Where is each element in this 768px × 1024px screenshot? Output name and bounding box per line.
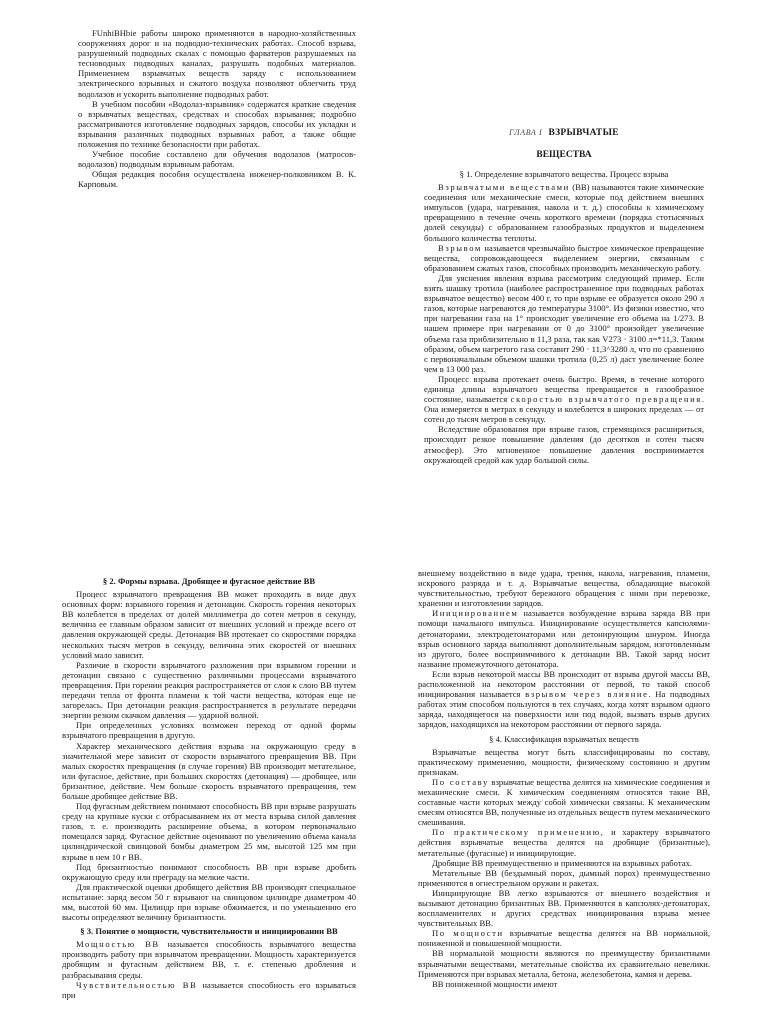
paragraph: ВВ пониженной мощности имеют [432, 978, 558, 989]
paragraph-text: Процесс взрыва протекает очень быстро. Время, в течение которого единица длины взрывчатого вещества превращается в газообразное состояние, называется [424, 373, 704, 405]
preface-paragraph: Общая редакция пособия осуществлена инженер-полковником В. К. Карповым. [78, 169, 356, 190]
paragraph [418, 669, 710, 730]
paragraph [418, 777, 710, 827]
paragraph [424, 182, 704, 243]
emphasis-term: Взрывчатыми веществами [438, 182, 570, 193]
paragraph [418, 827, 710, 857]
chapter-title-line-2: ВЕЩЕСТВА [536, 150, 592, 160]
emphasis-term: Инициированием [432, 608, 519, 619]
preface-text-block [78, 28, 356, 190]
section-heading: § 4. Классификация взрывчатых веществ [489, 733, 639, 744]
paragraph-text: и характеру взрывчатого действия взрывчатые вещества делятся на дробящие (бризантные), метательные (фугасные) и инициирующие. [418, 827, 710, 858]
paragraph: Под бризантностью понимают способность ВВ при взрыве дробить окружающую среду или преграду на мелкие части. [62, 861, 356, 882]
paragraph-text: называется чрезвычайно быстрое химическое превращение вещества, сопровождающееся выделением энергии, связанным с образованием сжатых газов, способных производить механическую работу. [424, 242, 704, 273]
emphasis-term: По составу [432, 776, 489, 787]
paragraph: При определенных условиях возможен переход от одной формы взрывчатого превращения в другую. [62, 720, 356, 741]
preface-paragraph: В учебном пособии «Водолаз-взрывник» содержатся краткие сведения о взрывчатых веществах, средствах и способах взрывания; подробно рассматриваются изготовление подводных зарядов, способы их укладки и взрывания различных подводных взрывных работ, а также общие положения по технике безопасности при работах. [78, 98, 356, 150]
paragraph-text: Если взрыв некоторой массы ВВ происходит от взрыва другой массы ВВ, расположенной на некотором расстоянии от первой, то такой способ инициирования называется [418, 668, 710, 700]
paragraph [424, 374, 704, 424]
section-heading: § 3. Понятие о мощности, чувствительности и инициировании ВВ [80, 926, 338, 937]
emphasis-term: Взрывом [438, 242, 482, 253]
section-heading: § 2. Формы взрыва. Дробящее и фугасное действие ВВ [102, 576, 316, 586]
chapter-1-page [424, 126, 704, 504]
paragraph: Взрывчатые вещества могут быть классифицированы по составу, практическому применению, мощности, физическому состоянию и другим признакам. [418, 746, 710, 777]
chapter-heading [424, 126, 704, 161]
emphasis-term: Чувствительностью ВВ [76, 979, 198, 990]
paragraph: Для уяснения явления взрыва рассмотрим следующий пример. Если взять шашку тротила (наиболее распространенное при подводных работах взрывчатое вещество) весом 400 г, то при взрыве ее образуется около 290 л газов, которые нагреваются до температуры 3100°. Из физики известно, что при нагревании газа на 1° происходит увеличение его объема на 1/273. В нашем примере при нагревании от 0 до 3100° произойдет увеличение объема газа приблизительно в 11,3 раза, так как V273 · 3100 л=*11,3. Таким образом, объем нагретого газа составит 290 · 11,3^3280 л, что по сравнению с первоначальным объемом шашки тротила (0,25 л) даст увеличение более чем в 13 000 раз. [424, 272, 704, 374]
paragraph: Различие в скорости взрывчатого разложения при взрывном горении и детонации связано с существенно различными процессами взрывчатого превращения. При горении реакция распространяется от слоя к слою ВВ путем передачи тепла от фронта пламени к той части вещества, которая еще не загорелась. При детонации реакция распространяется в результате передачи энергии резким скачком давления — ударной волной. [62, 659, 356, 721]
paragraph-text: называется возбуждение взрыва заряда ВВ при помощи начального импульса. Инициирование осуществляется капсюлями-детонаторами, электродетонаторами или детонирующим шнуром. Иногда взрыв основного заряда выполняют дополнительным зарядом, изготовленным из другого, более восприимчивого к детонации ВВ. Такой заряд носит название промежуточного детонатора. [418, 608, 710, 669]
paragraph [418, 608, 710, 669]
section-heading: § 1. Определение взрывчатого вещества. Процесс взрыва [459, 169, 669, 179]
paragraph: Дробящие ВВ преимущественно и применяются на взрывных работах. [432, 857, 692, 868]
paragraph-text: взрывчатые вещества делятся на ВВ нормальной, пониженной и повышенной мощности. [418, 928, 710, 949]
paragraph-text: (ВВ) называются такие химические соединения или механические смеси, которые под действием внешних импульсов (удара, нагревания, накола и т. д.) способны к химическому превращению в течение очень короткого времени (порядка стотысячных долей секунды) с образованием газообразных продуктов и выделением большого количества теплоты. [424, 182, 704, 243]
emphasis-term: взрывом через влияние [525, 689, 649, 700]
preface-paragraph: FUnhiBHbie работы широко применяются в народно-хозяйственных сооружениях дорог и на подводно-технических работах. Способ взрыва, разрушенный подводных скалах с помощью фарватеров разрушаемых на тесноводных подводных каналах, разрушать подобных материалов. Применением взрывчатых веществ заряду с использованием электрического взрывных и сжатого воздуха позволяют облегчить труд водолазов и ускорить выполнение подводных работ. [78, 28, 356, 99]
paragraph: Процесс взрывчатого превращения ВВ может проходить в виде двух основных форм: взрывного горения и детонации. Скорость горения некоторых ВВ колеблется в пределах от долей миллиметра до сотен метров в секунду, величина ее главным образом зависит от внешних условий и прежде всего от давления окружающей среды. Детонация ВВ протекает со скоростями порядка нескольких тысяч метров в секунду, величина этих скоростей от внешних условий мало зависит. [62, 589, 356, 660]
paragraph: внешнему воздействию в виде удара, трения, накола, нагревания, пламени, искрового разряда и т. д. Взрывчатые вещества, обладающие высокой чувствительностью, требуют бережного обращения с ними при перевозке, хранении и изготовлении зарядов. [418, 568, 710, 609]
section-3-continued-page [418, 568, 710, 1024]
paragraph [62, 980, 356, 1000]
paragraph: ВВ нормальной мощности являются по преимуществу бризантными взрывчатыми веществами, метательные свойства их сравнительно невелики. Применяются при взрывах металла, бетона, железобетона, камня и дерева. [418, 948, 710, 979]
paragraph-text: . Она измеряется в метрах в секунду и колеблется в широких пределах — от сотен до тысяч метров в секунду. [424, 394, 705, 425]
paragraph: Под фугасным действием понимают способность ВВ при взрыве разрушать среду на крупные куски с отбрасыванием их от места взрыва силой давления газов, т. е. производить расширение объема, в котором первоначально помещался заряд. Фугасное действие оценивают по увеличению объема канала цилиндрической свинцовой бомбы диаметром 25 мм, высотой 125 мм при взрыве в нем 10 г ВВ. [62, 801, 356, 862]
paragraph: Для практической оценки дробящего действия ВВ производят специальное испытание: заряд весом 50 г взрывают на свинцовом цилиндре диаметром 40 мм, высотой 60 мм. Цилиндр при взрыве обжимается, и по уменьшению его высоты определяют величину бризантности. [62, 881, 356, 923]
emphasis-term: По практическому применению, [432, 827, 605, 838]
emphasis-term: По мощности [432, 928, 504, 939]
chapter-number: ГЛАВА I [509, 128, 543, 137]
paragraph: Вследствие образования при взрыве газов, стремящихся расшириться, происходит резкое повышение давления (до десятков и сотен тысяч атмосфер). Это мгновенное повышение давления воспринимается окружающей средой как удар большой силы. [424, 424, 704, 465]
paragraph-text: взрывчатые вещества делятся на химические соединения и механические смеси. К химическим соединениям относятся такие ВВ, составные части которых между собой химически связаны. К механическим смесям относятся ВВ, полученные из отдельных веществ путем механического смешивания. [418, 776, 710, 828]
section-2-page [62, 572, 356, 1024]
emphasis-term: скоростью взрывчатого превращения [510, 394, 702, 405]
chapter-title-line-1: ВЗРЫВЧАТЫЕ [548, 128, 619, 138]
paragraph: Инициирующие ВВ легко взрываются от внешнего воздействия и вызывают детонацию бризантных ВВ. Применяются в капсюлях-детонаторах, воспламенителях и других средствах инициирования взрыва менее чувствительных ВВ. [418, 887, 710, 929]
paragraph-text: . На подводных работах этим способом пользуются в тех случаях, когда хотят взрывом одного заряда, находящегося на поверхности или под водой, вызвать взрыв других зарядов, находящихся на некотором расстоянии от первого заряда. [418, 689, 710, 730]
paragraph [62, 939, 356, 979]
paragraph: Характер механического действия взрыва на окружающую среду в значительной мере зависит от скорости взрывчатого превращения ВВ. При малых скоростях превращения (в случае горения) ВВ производит метательное, или фугасное, действие, при больших скоростях (детонация) — дробящее, или бризантное, действие. Чем больше скорость взрывчатого превращения, тем больше дробящее действие ВВ. [62, 740, 356, 801]
paragraph [418, 928, 710, 948]
preface-paragraph: Учебное пособие составлено для обучения водолазов (матросов-водолазов) подводным взрывным работам. [78, 149, 356, 170]
paragraph-text: называется способность его взрываться при [62, 979, 356, 1000]
emphasis-term: Мощностью ВВ [76, 939, 160, 950]
paragraph-text: называется способность взрывчатого вещества производить работу при взрывчатом превращении. Мощность характеризуется дробящим и фугасным действием ВВ, т. е. степенью дробления и разбрасывания среды. [62, 939, 356, 980]
paragraph: Метательные ВВ (бездымный порох, дымный порох) преимущественно применяются в огнестрельном оружии и ракетах. [418, 867, 710, 888]
paragraph [424, 243, 704, 273]
